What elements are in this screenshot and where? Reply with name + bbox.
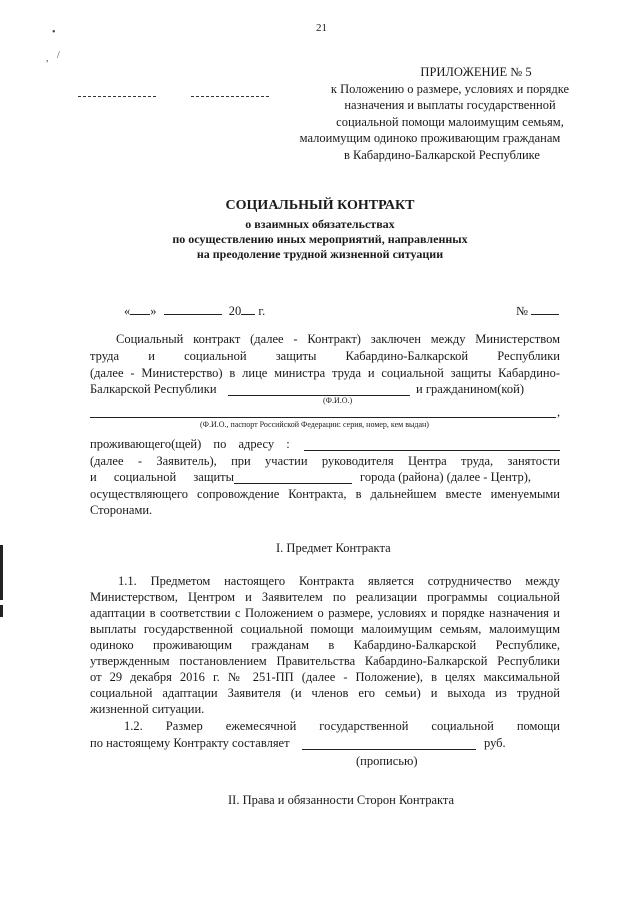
section1-line: Министерством, Центром и Заявителем по реализации программы социальной: [90, 590, 560, 604]
scan-edge-mark: [0, 605, 3, 617]
comma: ,: [557, 405, 561, 419]
amount-blank: [302, 737, 476, 750]
section1-line: по настоящему Контракту составляет: [90, 736, 290, 750]
intro-line: Сторонами.: [90, 503, 153, 517]
appendix-line: социальной помощи малоимущим семьям,: [336, 114, 564, 129]
minister-name-blank: [228, 383, 410, 396]
year-blank: [241, 302, 255, 315]
section-heading: II. Права и обязанности Сторон Контракта: [228, 793, 455, 807]
section1-line: 1.2. Размер ежемесячной государственной социальной помощи: [124, 719, 560, 733]
page-number: 21: [316, 22, 327, 34]
section1-line: 1.1. Предметом настоящего Контракта является сотрудничество между: [118, 574, 560, 588]
section1-line: от 29 декабря 2016 г. № 251-ПП (далее - Положение), в целях максимальной: [90, 670, 560, 684]
appendix-line: в Кабардино-Балкарской Республике: [344, 147, 540, 162]
year-prefix: 20: [228, 304, 242, 318]
contract-title: [120, 198, 520, 262]
scan-mark: /: [57, 50, 60, 61]
intro-line: и социальной защиты: [90, 470, 235, 484]
intro-line: города (района) (далее - Центр),: [360, 470, 532, 484]
section1-line: одиноко проживающим гражданам в Кабардино-Балкарской Республике,: [90, 638, 560, 652]
year-suffix: г.: [258, 304, 266, 318]
scan-dash-line: [78, 96, 156, 97]
citizen-passport-blank: [90, 405, 556, 418]
number-blank: [531, 302, 559, 315]
appendix-line: малоимущим одиноко проживающим гражданам: [299, 131, 561, 145]
fio-caption: (Ф.И.О.): [323, 396, 353, 405]
number-label: №: [516, 304, 528, 318]
contract-title-line: на преодоление трудной жизненной ситуации: [196, 247, 444, 261]
section1-line: адаптации в соответствии с Положением о размере, условиях и порядке назначения и: [90, 606, 560, 620]
scan-mark: ,: [46, 53, 49, 64]
contract-number: [516, 302, 559, 319]
intro-line: (далее - Министерство) в лице министра труда и социальной защиты Кабардино-: [90, 366, 560, 380]
intro-line: осуществляющего сопровождение Контракта, в дальнейшем вместе именуемыми: [90, 487, 560, 501]
date-line: [124, 302, 265, 319]
intro-line: проживающего(щей) по адресу :: [90, 437, 290, 451]
intro-line: труда и социальной защиты Кабардино-Балкарской Республики: [90, 349, 560, 363]
appendix-block: [270, 64, 590, 163]
section1-line: социальной адаптации Заявителя (и членов его семьи) и выхода из трудной: [90, 686, 560, 700]
date-quote-open: «: [124, 304, 131, 318]
month-blank: [164, 302, 222, 315]
scan-edge-mark: [0, 545, 3, 600]
center-name-blank: [234, 471, 352, 484]
scan-dash-line: [191, 96, 269, 97]
address-blank: [304, 438, 560, 451]
section1-line: выплаты государственной социальной помощи малоимущим семьям, малоимущим: [90, 622, 560, 636]
intro-line: и гражданином(кой): [416, 382, 524, 396]
section1-line: утвержденным постановлением Правительства Кабардино-Балкарской Республики: [90, 654, 560, 668]
appendix-title: ПРИЛОЖЕНИЕ № 5: [420, 65, 532, 79]
appendix-line: к Положению о размере, условиях и порядке: [330, 81, 570, 96]
scan-mark: •: [52, 27, 56, 38]
contract-title-line: по осуществлению иных мероприятий, направленных: [172, 232, 468, 246]
contract-title-line: о взаимных обязательствах: [245, 217, 395, 231]
day-blank: [130, 302, 150, 315]
intro-line: Балкарской Республики: [90, 382, 217, 396]
amount-words-caption: (прописью): [356, 754, 418, 768]
date-quote-close: »: [150, 304, 157, 318]
contract-title-main: СОЦИАЛЬНЫЙ КОНТРАКТ: [225, 198, 415, 213]
currency-label: руб.: [484, 736, 506, 750]
section-heading: I. Предмет Контракта: [276, 541, 391, 555]
intro-line: Социальный контракт (далее - Контракт) заключен между Министерством: [116, 332, 560, 346]
passport-caption: (Ф.И.О., паспорт Российской Федерации: серия, номер, кем выдан): [200, 420, 429, 429]
section1-line: жизненной ситуации.: [90, 702, 205, 716]
appendix-line: назначения и выплаты государственной: [344, 98, 556, 112]
intro-line: (далее - Заявитель), при участии руководителя Центра труда, занятости: [90, 454, 560, 468]
